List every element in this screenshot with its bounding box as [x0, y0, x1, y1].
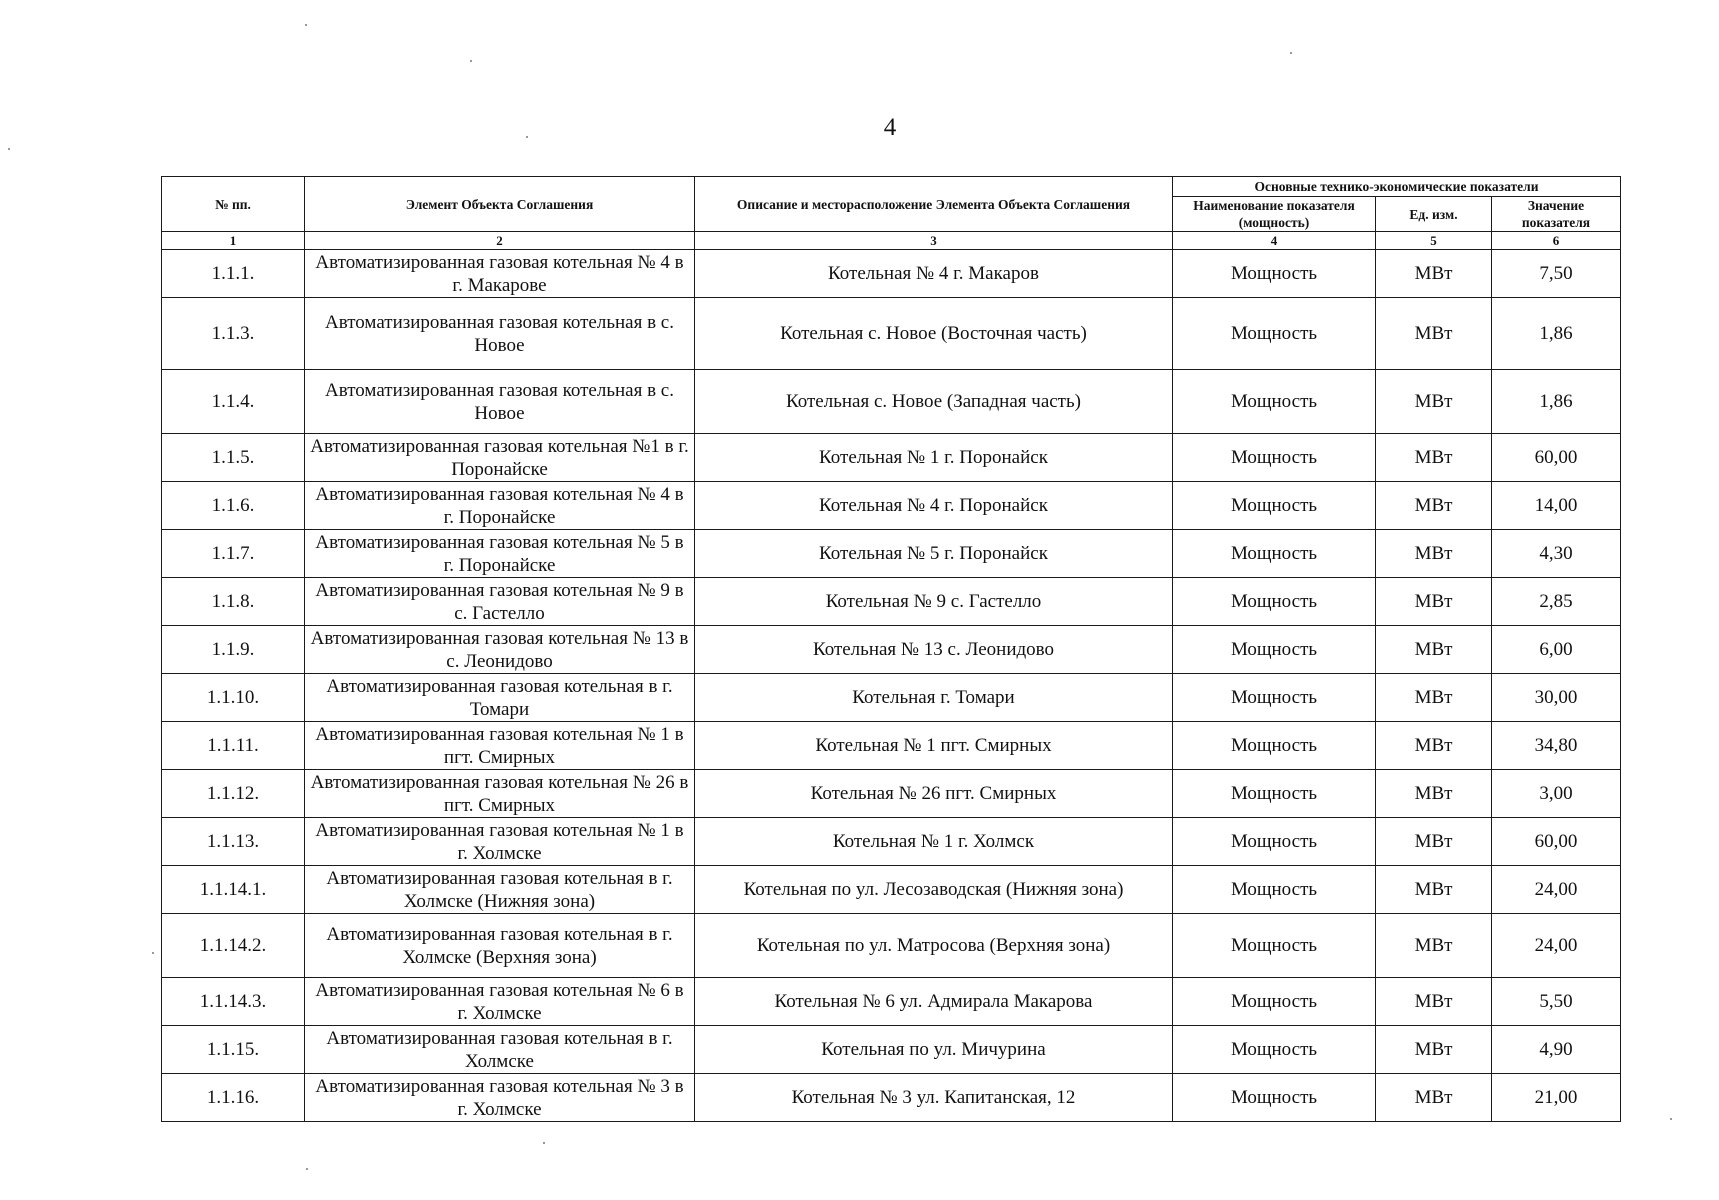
- row-number: 1.1.7.: [162, 530, 305, 578]
- row-number: 1.1.14.1.: [162, 866, 305, 914]
- element-name: Автоматизированная газовая котельная в с. Новое: [305, 298, 695, 370]
- header-no: № пп.: [162, 177, 305, 232]
- table-row: [162, 914, 1621, 978]
- indicator-name: Мощность: [1173, 978, 1376, 1026]
- row-number: 1.1.3.: [162, 298, 305, 370]
- indicator-name: Мощность: [1173, 674, 1376, 722]
- element-name: Автоматизированная газовая котельная № 9 в с. Гастелло: [305, 578, 695, 626]
- element-description: Котельная по ул. Лесозаводская (Нижняя зона): [695, 866, 1173, 914]
- element-description: Котельная № 4 г. Поронайск: [695, 482, 1173, 530]
- page-number: 4: [883, 114, 897, 141]
- element-name: Автоматизированная газовая котельная в с. Новое: [305, 370, 695, 434]
- unit: МВт: [1376, 1026, 1492, 1074]
- unit: МВт: [1376, 370, 1492, 434]
- indicator-name: Мощность: [1173, 482, 1376, 530]
- table-row: [162, 434, 1621, 482]
- scan-speck: [543, 1142, 545, 1144]
- element-description: Котельная № 13 с. Леонидово: [695, 626, 1173, 674]
- row-number: 1.1.16.: [162, 1074, 305, 1122]
- indicator-name: Мощность: [1173, 370, 1376, 434]
- row-number: 1.1.11.: [162, 722, 305, 770]
- indicators-table: [161, 176, 1621, 1122]
- element-description: Котельная № 3 ул. Капитанская, 12: [695, 1074, 1173, 1122]
- indicator-value: 14,00: [1492, 482, 1621, 530]
- indicator-name: Мощность: [1173, 250, 1376, 298]
- element-description: Котельная г. Томари: [695, 674, 1173, 722]
- row-number: 1.1.14.2.: [162, 914, 305, 978]
- column-number: 2: [305, 232, 695, 250]
- indicator-value: 24,00: [1492, 866, 1621, 914]
- row-number: 1.1.15.: [162, 1026, 305, 1074]
- table-row: [162, 770, 1621, 818]
- table-header: [162, 177, 1621, 250]
- indicator-value: 6,00: [1492, 626, 1621, 674]
- element-name: Автоматизированная газовая котельная № 4 в г. Поронайске: [305, 482, 695, 530]
- element-description: Котельная № 6 ул. Адмирала Макарова: [695, 978, 1173, 1026]
- indicator-name: Мощность: [1173, 722, 1376, 770]
- row-number: 1.1.8.: [162, 578, 305, 626]
- column-number: 3: [695, 232, 1173, 250]
- scan-speck: [8, 148, 10, 150]
- header-description: Описание и месторасположение Элемента Объекта Соглашения: [695, 177, 1173, 232]
- indicator-value: 7,50: [1492, 250, 1621, 298]
- unit: МВт: [1376, 674, 1492, 722]
- indicator-name: Мощность: [1173, 434, 1376, 482]
- table-row: [162, 298, 1621, 370]
- table-row: [162, 626, 1621, 674]
- unit: МВт: [1376, 578, 1492, 626]
- unit: МВт: [1376, 1074, 1492, 1122]
- unit: МВт: [1376, 250, 1492, 298]
- scan-speck: [306, 1168, 308, 1170]
- row-number: 1.1.14.3.: [162, 978, 305, 1026]
- element-name: Автоматизированная газовая котельная № 6 в г. Холмске: [305, 978, 695, 1026]
- element-description: Котельная № 5 г. Поронайск: [695, 530, 1173, 578]
- element-description: Котельная № 1 пгт. Смирных: [695, 722, 1173, 770]
- indicator-name: Мощность: [1173, 818, 1376, 866]
- indicator-value: 60,00: [1492, 818, 1621, 866]
- scan-speck: [152, 952, 154, 954]
- header-indicator-name: Наименование показателя (мощность): [1173, 197, 1376, 232]
- element-name: Автоматизированная газовая котельная № 4 в г. Макарове: [305, 250, 695, 298]
- unit: МВт: [1376, 914, 1492, 978]
- indicator-name: Мощность: [1173, 626, 1376, 674]
- unit: МВт: [1376, 298, 1492, 370]
- table-row: [162, 370, 1621, 434]
- unit: МВт: [1376, 722, 1492, 770]
- element-name: Автоматизированная газовая котельная № 1 в пгт. Смирных: [305, 722, 695, 770]
- table-row: [162, 250, 1621, 298]
- indicator-value: 2,85: [1492, 578, 1621, 626]
- table-row: [162, 1026, 1621, 1074]
- indicator-value: 34,80: [1492, 722, 1621, 770]
- column-number: 4: [1173, 232, 1376, 250]
- row-number: 1.1.4.: [162, 370, 305, 434]
- scan-speck: [1670, 1118, 1672, 1120]
- table-row: [162, 530, 1621, 578]
- row-number: 1.1.13.: [162, 818, 305, 866]
- unit: МВт: [1376, 482, 1492, 530]
- element-description: Котельная № 1 г. Холмск: [695, 818, 1173, 866]
- element-name: Автоматизированная газовая котельная в г. Томари: [305, 674, 695, 722]
- scan-speck: [470, 60, 472, 62]
- unit: МВт: [1376, 866, 1492, 914]
- column-number: 5: [1376, 232, 1492, 250]
- row-number: 1.1.10.: [162, 674, 305, 722]
- indicator-value: 1,86: [1492, 370, 1621, 434]
- element-description: Котельная № 4 г. Макаров: [695, 250, 1173, 298]
- element-description: Котельная № 26 пгт. Смирных: [695, 770, 1173, 818]
- indicator-name: Мощность: [1173, 530, 1376, 578]
- unit: МВт: [1376, 626, 1492, 674]
- indicator-value: 21,00: [1492, 1074, 1621, 1122]
- table-row: [162, 578, 1621, 626]
- scan-speck: [526, 136, 528, 138]
- header-indicators: Основные технико-экономические показатели: [1173, 177, 1621, 197]
- column-numbers-row: [162, 232, 1621, 250]
- element-name: Автоматизированная газовая котельная № 13 в с. Леонидово: [305, 626, 695, 674]
- indicator-name: Мощность: [1173, 770, 1376, 818]
- element-description: Котельная по ул. Мичурина: [695, 1026, 1173, 1074]
- indicator-value: 30,00: [1492, 674, 1621, 722]
- element-name: Автоматизированная газовая котельная №1 в г. Поронайске: [305, 434, 695, 482]
- row-number: 1.1.6.: [162, 482, 305, 530]
- element-description: Котельная № 9 с. Гастелло: [695, 578, 1173, 626]
- row-number: 1.1.12.: [162, 770, 305, 818]
- element-name: Автоматизированная газовая котельная № 3 в г. Холмске: [305, 1074, 695, 1122]
- unit: МВт: [1376, 770, 1492, 818]
- header-element: Элемент Объекта Соглашения: [305, 177, 695, 232]
- indicator-value: 3,00: [1492, 770, 1621, 818]
- element-name: Автоматизированная газовая котельная № 1 в г. Холмске: [305, 818, 695, 866]
- table-row: [162, 978, 1621, 1026]
- element-name: Автоматизированная газовая котельная № 5 в г. Поронайске: [305, 530, 695, 578]
- unit: МВт: [1376, 978, 1492, 1026]
- table-row: [162, 1074, 1621, 1122]
- element-name: Автоматизированная газовая котельная в г. Холмске (Верхняя зона): [305, 914, 695, 978]
- column-number: 6: [1492, 232, 1621, 250]
- indicator-value: 5,50: [1492, 978, 1621, 1026]
- indicator-name: Мощность: [1173, 914, 1376, 978]
- unit: МВт: [1376, 434, 1492, 482]
- indicator-value: 24,00: [1492, 914, 1621, 978]
- table-row: [162, 818, 1621, 866]
- row-number: 1.1.9.: [162, 626, 305, 674]
- header-unit: Ед. изм.: [1376, 197, 1492, 232]
- element-description: Котельная № 1 г. Поронайск: [695, 434, 1173, 482]
- indicator-value: 4,30: [1492, 530, 1621, 578]
- element-description: Котельная с. Новое (Западная часть): [695, 370, 1173, 434]
- unit: МВт: [1376, 530, 1492, 578]
- indicator-value: 1,86: [1492, 298, 1621, 370]
- row-number: 1.1.5.: [162, 434, 305, 482]
- column-number: 1: [162, 232, 305, 250]
- table-row: [162, 722, 1621, 770]
- table-row: [162, 482, 1621, 530]
- table-body: [162, 250, 1621, 1122]
- indicator-value: 4,90: [1492, 1026, 1621, 1074]
- scan-speck: [1290, 52, 1292, 54]
- indicator-name: Мощность: [1173, 578, 1376, 626]
- indicator-name: Мощность: [1173, 1026, 1376, 1074]
- table-row: [162, 866, 1621, 914]
- scan-speck: [305, 24, 307, 26]
- header-value: Значение показателя: [1492, 197, 1621, 232]
- indicator-name: Мощность: [1173, 866, 1376, 914]
- indicator-name: Мощность: [1173, 1074, 1376, 1122]
- indicator-name: Мощность: [1173, 298, 1376, 370]
- element-name: Автоматизированная газовая котельная № 26 в пгт. Смирных: [305, 770, 695, 818]
- element-name: Автоматизированная газовая котельная в г. Холмске: [305, 1026, 695, 1074]
- unit: МВт: [1376, 818, 1492, 866]
- element-name: Автоматизированная газовая котельная в г. Холмске (Нижняя зона): [305, 866, 695, 914]
- table-row: [162, 674, 1621, 722]
- element-description: Котельная с. Новое (Восточная часть): [695, 298, 1173, 370]
- element-description: Котельная по ул. Матросова (Верхняя зона): [695, 914, 1173, 978]
- indicator-value: 60,00: [1492, 434, 1621, 482]
- row-number: 1.1.1.: [162, 250, 305, 298]
